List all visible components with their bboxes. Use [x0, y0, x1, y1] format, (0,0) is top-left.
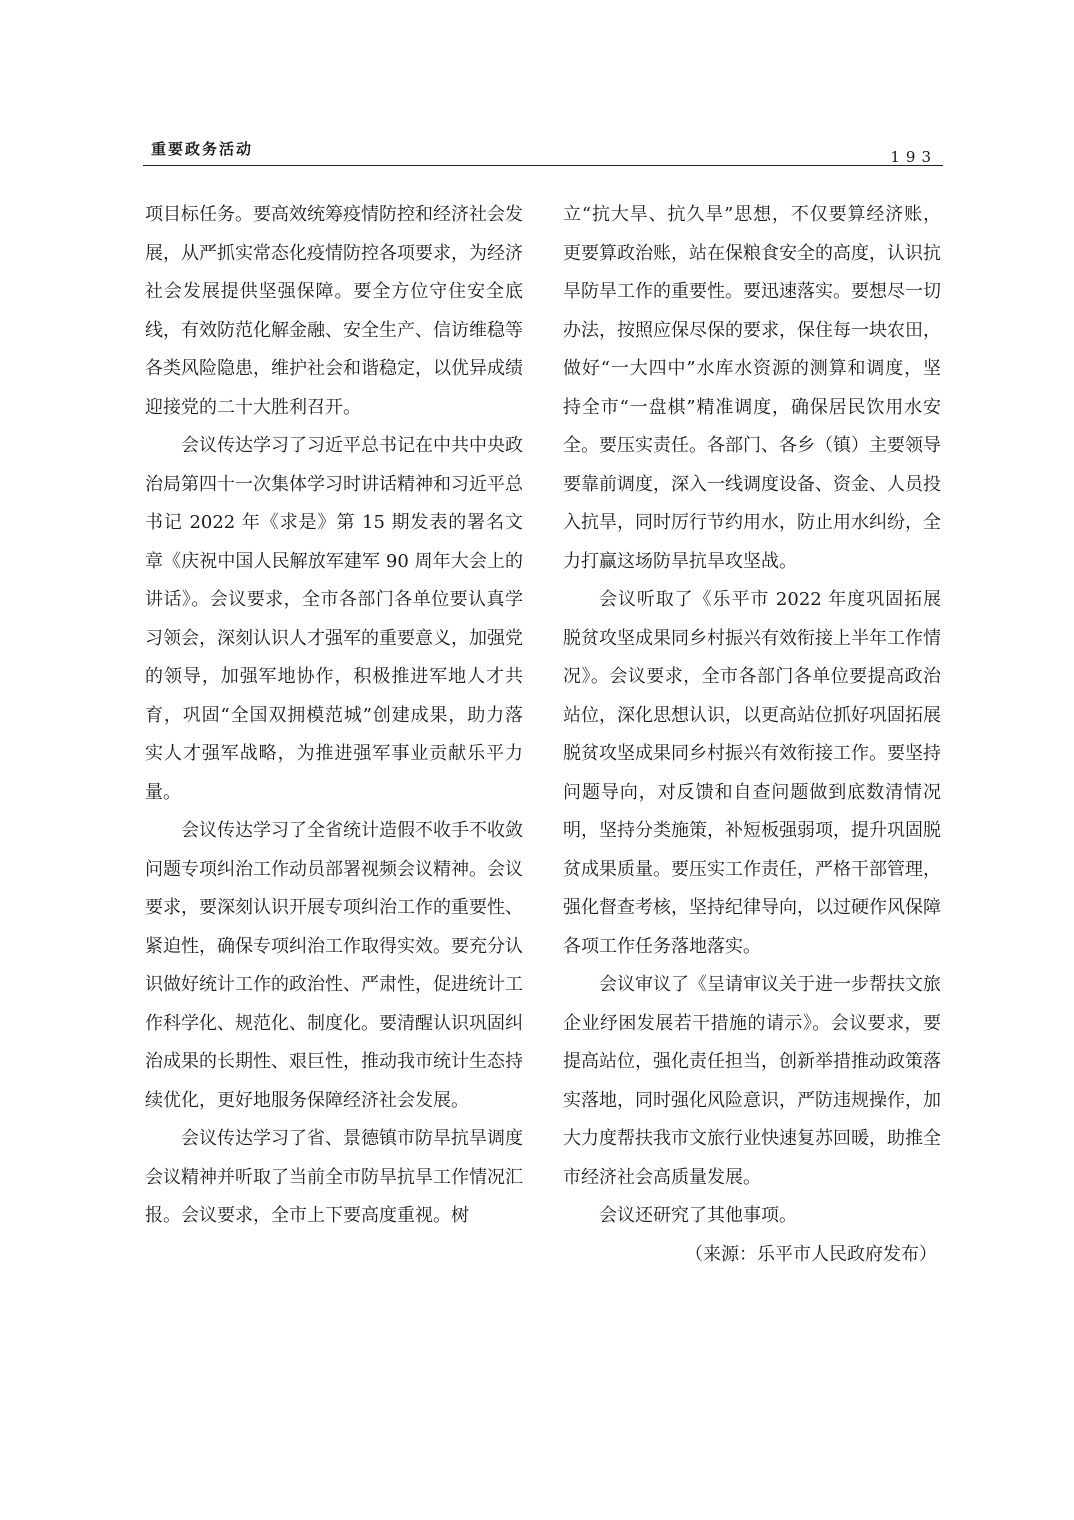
paragraph: 会议传达学习了全省统计造假不收手不收敛问题专项纠治工作动员部署视频会议精神。会议要求，要深刻认识开展专项纠治工作的重要性、紧迫性，确保专项纠治工作取得实效。要充分认识做好统计工作的政治性、严肃性，促进统计工作科学化、规范化、制度化。要清醒认识巩固纠治成果的长期性、艰巨性，推动我市统计生态持续优化，更好地服务保障经济社会发展。	[145, 820, 523, 1111]
paragraph: 会议还研究了其他事项。	[599, 1205, 797, 1226]
right-column	[563, 196, 941, 1274]
header-divider	[143, 165, 943, 166]
page-number: 193	[890, 148, 937, 166]
page-header	[143, 134, 943, 168]
paragraph: 会议听取了《乐平市 2022 年度巩固拓展脱贫攻坚成果同乡村振兴有效衔接上半年工作情况》。会议要求，全市各部门各单位要提高政治站位，深化思想认识，以更高站位抓好巩固拓展脱贫攻坚成果同乡村振兴有效衔接工作。要坚持问题导向，对反馈和自查问题做到底数清情况明，坚持分类施策，补短板强弱项，提升巩固脱贫成果质量。要压实工作责任，严格干部管理，强化督查考核，坚持纪律导向，以过硬作风保障各项工作任务落地落实。	[563, 589, 941, 957]
paragraph: 立“抗大旱、抗久旱”思想，不仅要算经济账，更要算政治账，站在保粮食安全的高度，认识抗旱防旱工作的重要性。要迅速落实。要想尽一切办法，按照应保尽保的要求，保住每一块农田，做好“一大四中”水库水资源的测算和调度，坚持全市“一盘棋”精准调度，确保居民饮用水安全。要压实责任。各部门、各乡（镇）主要领导要靠前调度，深入一线调度设备、资金、人员投入抗旱，同时厉行节约用水，防止用水纠纷，全力打赢这场防旱抗旱攻坚战。	[563, 204, 941, 572]
paragraph: 会议传达学习了习近平总书记在中共中央政治局第四十一次集体学习时讲话精神和习近平总书记 2022 年《求是》第 15 期发表的署名文章《庆祝中国人民解放军建军 90 周年大会上的讲话》。会议要求，全市各部门各单位要认真学习领会，深刻认识人才强军的重要意义，加强党的领导，加强军地协作，积极推进军地人才共育，巩固“全国双拥模范城”创建成果，助力落实人才强军战略，为推进强军事业贡献乐平力量。	[145, 435, 523, 803]
source-attribution: （来源：乐平市人民政府发布）	[685, 1243, 937, 1265]
paragraph: 会议传达学习了省、景德镇市防旱抗旱调度会议精神并听取了当前全市防旱抗旱工作情况汇报。会议要求，全市上下要高度重视。树	[145, 1128, 523, 1226]
left-column	[145, 196, 523, 1236]
section-title: 重要政务活动	[151, 140, 254, 158]
paragraph: 会议审议了《呈请审议关于进一步帮扶文旅企业纾困发展若干措施的请示》。会议要求，要提高站位，强化责任担当，创新举措推动政策落实落地，同时强化风险意识，严防违规操作，加大力度帮扶我市文旅行业快速复苏回暖，助推全市经济社会高质量发展。	[563, 974, 941, 1188]
paragraph: 项目标任务。要高效统筹疫情防控和经济社会发展，从严抓实常态化疫情防控各项要求，为经济社会发展提供坚强保障。要全方位守住安全底线，有效防范化解金融、安全生产、信访维稳等各类风险隐患，维护社会和谐稳定，以优异成绩迎接党的二十大胜利召开。	[145, 204, 523, 418]
